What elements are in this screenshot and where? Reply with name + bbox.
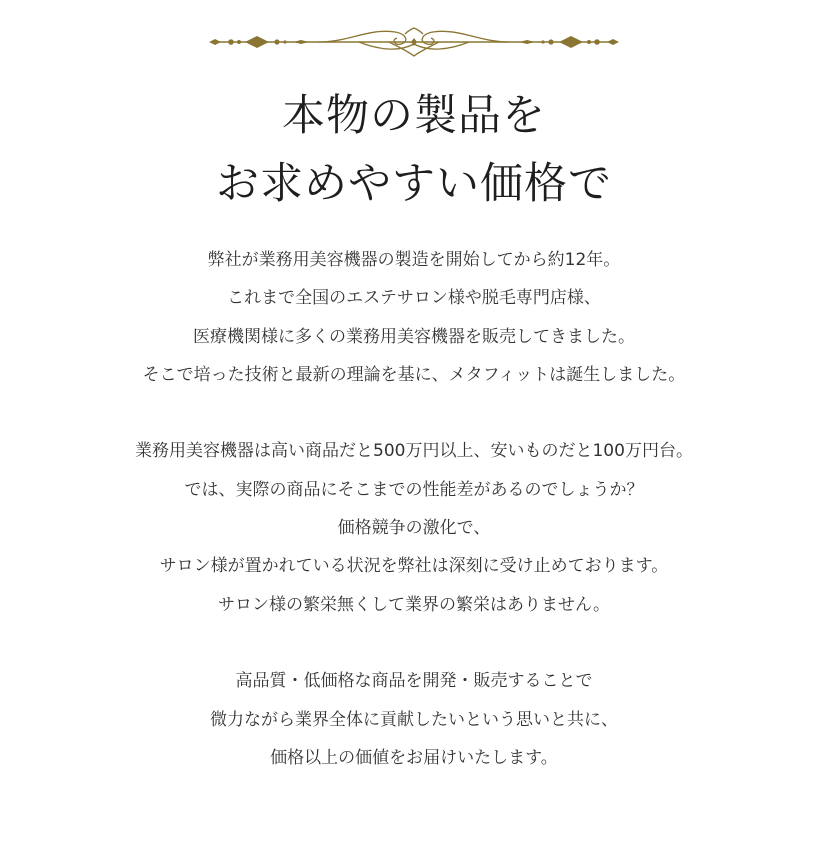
text-line: 弊社が業務用美容機器の製造を開始してから約12年。 (207, 250, 621, 270)
text-line: 業務用美容機器は高い商品だと500万円以上、安いものだと100万円台。 (135, 441, 693, 462)
paragraph-history (0, 241, 828, 394)
heading-line-2: お求めやすい価格で (216, 159, 612, 209)
gold-flourish-divider-icon (209, 22, 619, 62)
page-heading (0, 82, 828, 218)
text-line: 微力ながら業界全体に貢献したいという思いと共に、 (210, 709, 618, 730)
paragraph-market (0, 432, 828, 623)
ornament-divider (0, 22, 828, 62)
text-line: サロン様の繁栄無くして業界の繁栄はありません。 (217, 594, 611, 615)
text-line: サロン様が置かれている状況を弊社は深刻に受け止めております。 (159, 556, 669, 577)
text-line: では、実際の商品にそこまでの性能差があるのでしょうか？ (184, 479, 644, 500)
text-line: 高品質・低価格な商品を開発・販売することで (235, 671, 593, 692)
text-line: そこで培った技術と最新の理論を基に、メタフィットは誕生しました。 (142, 364, 686, 385)
text-line: 医療機関様に多くの業務用美容機器を販売してきました。 (193, 326, 635, 347)
text-line: 価格以上の価値をお届けいたします。 (270, 747, 558, 768)
body-text (0, 241, 828, 777)
heading-line-1: 本物の製品を (282, 91, 546, 141)
paragraph-mission (0, 662, 828, 777)
text-line: これまで全国のエステサロン様や脱毛専門店様、 (227, 288, 601, 309)
text-line: 価格競争の激化で、 (337, 518, 491, 539)
